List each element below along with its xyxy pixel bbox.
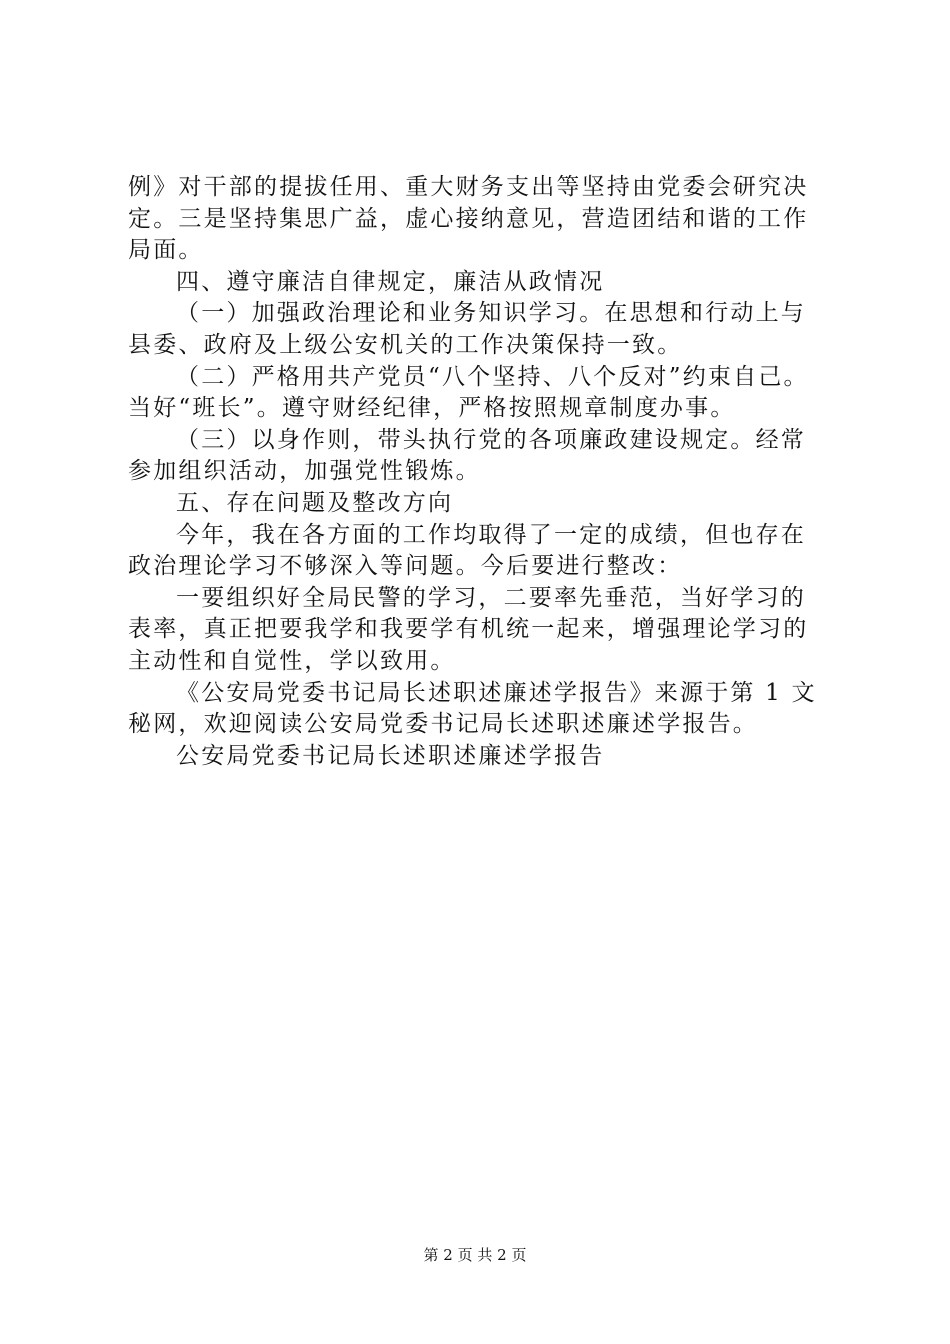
text-line: （一）加强政治理论和业务知识学习。在思想和行动上与 — [176, 300, 806, 327]
text-line: 参加组织活动，加强党性锻炼。 — [128, 458, 481, 485]
text-line: 主动性和自觉性，学以致用。 — [128, 647, 456, 674]
text-line: 定。三是坚持集思广益，虚心接纳意见，营造团结和谐的工作 — [128, 205, 809, 232]
text-line: 五、存在问题及整改方向 — [176, 489, 454, 516]
text-line: 一要组织好全局民警的学习，二要率先垂范，当好学习的 — [176, 584, 806, 611]
text-line: 例》对干部的提拔任用、重大财务支出等坚持由党委会研究决 — [128, 174, 809, 200]
text-line: 秘网，欢迎阅读公安局党委书记局长述职述廉述学报告。 — [128, 711, 758, 738]
text-line: 表率，真正把要我学和我要学有机统一起来，增强理论学习的 — [128, 616, 809, 643]
text-line: 政治理论学习不够深入等问题。今后要进行整改： — [128, 553, 683, 580]
text-line: 今年，我在各方面的工作均取得了一定的成绩，但也存在 — [176, 521, 806, 548]
text-line: 四、遵守廉洁自律规定，廉洁从政情况 — [176, 268, 605, 295]
text-line: 县委、政府及上级公安机关的工作决策保持一致。 — [128, 331, 683, 358]
document-body — [128, 172, 838, 772]
text-line: （三）以身作则，带头执行党的各项廉政建设规定。经常 — [176, 426, 806, 453]
text-line: 局面。 — [128, 237, 204, 264]
text-line: 当好“班长”。遵守财经纪律，严格按照规章制度办事。 — [128, 395, 736, 422]
page-footer: 第 2 页 共 2 页 — [423, 1246, 527, 1264]
text-line: （二）严格用共产党员“八个坚持、八个反对”约束自己。 — [176, 363, 809, 390]
text-line: 公安局党委书记局长述职述廉述学报告 — [176, 742, 605, 769]
text-line: 《公安局党委书记局长述职述廉述学报告》来源于第 1 文 — [176, 679, 817, 706]
